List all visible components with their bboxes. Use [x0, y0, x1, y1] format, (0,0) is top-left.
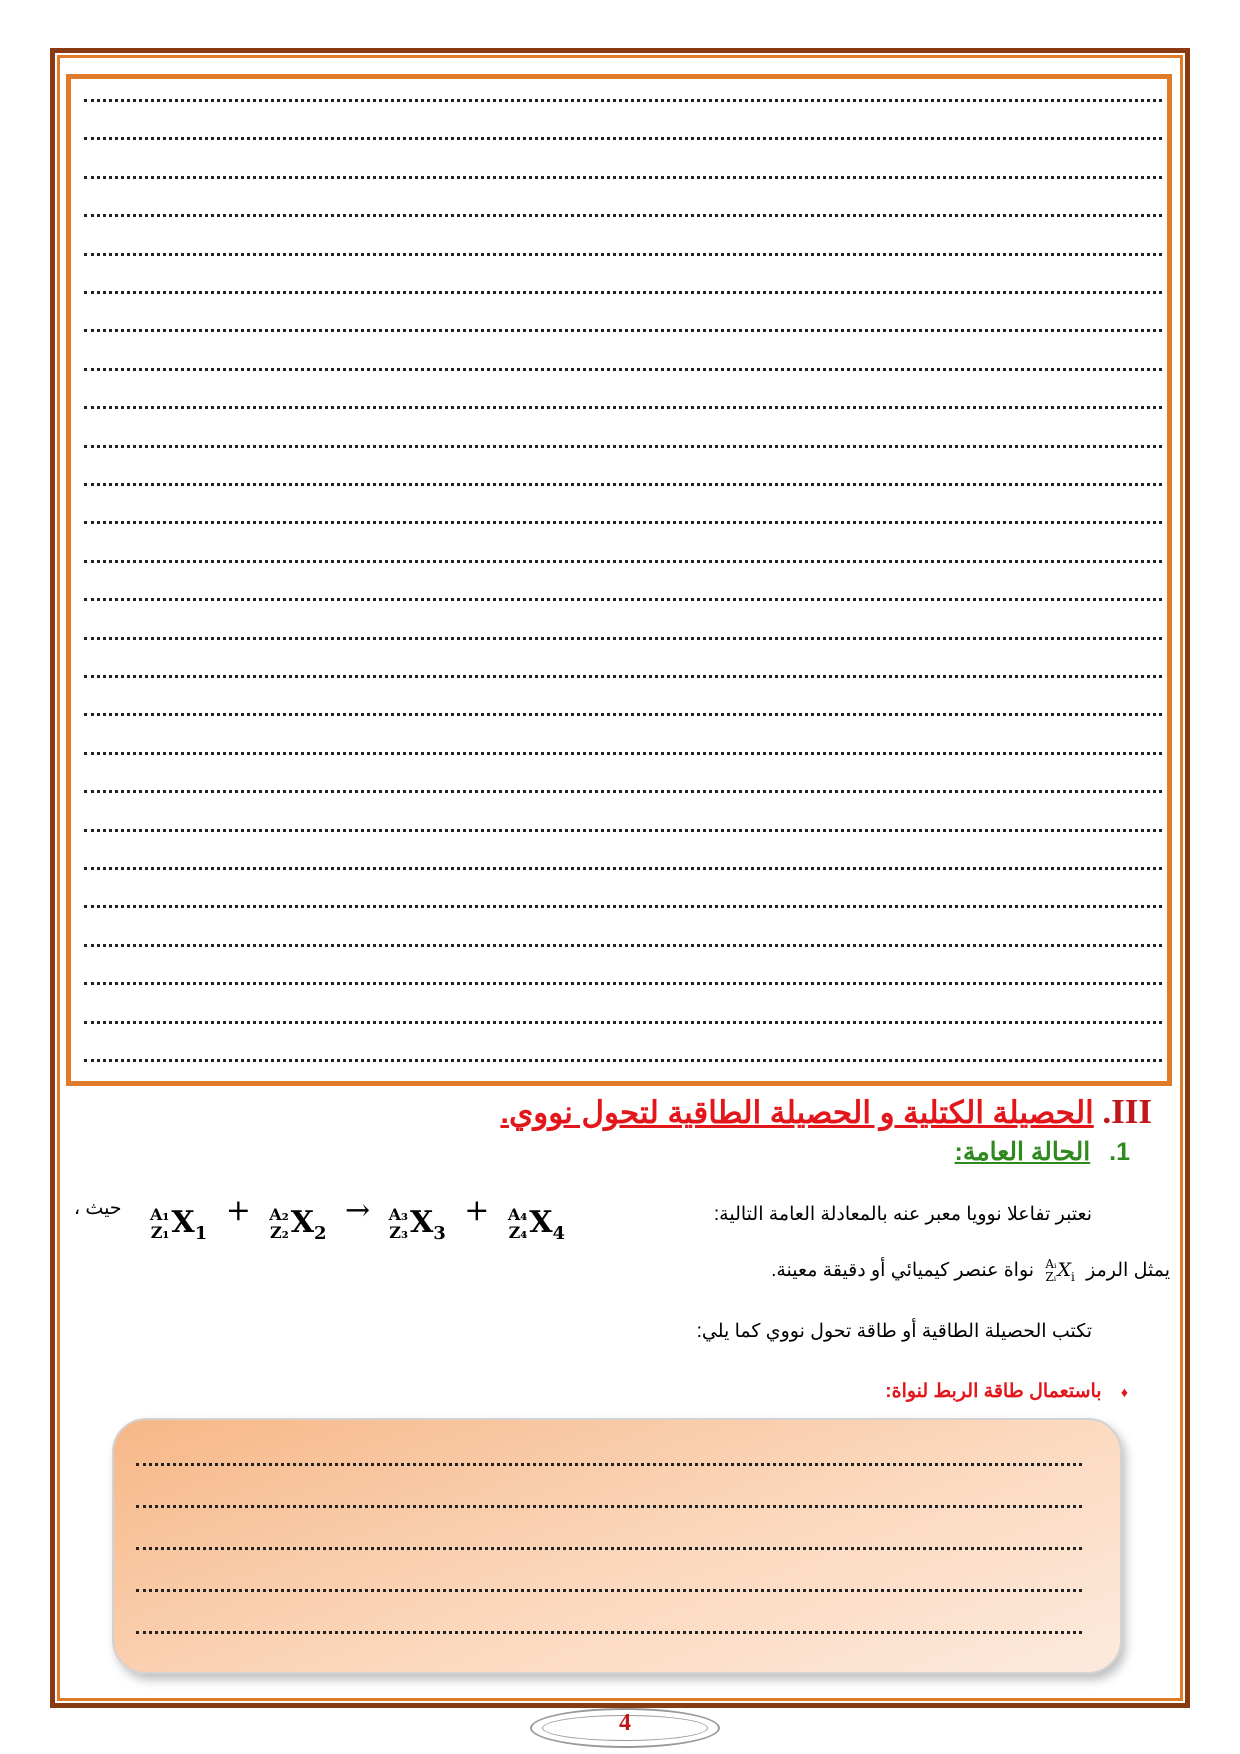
dotted-line: [84, 943, 1162, 947]
dotted-line: [84, 98, 1162, 102]
dotted-line: [84, 674, 1162, 678]
energy-balance-paragraph: تكتب الحصيلة الطاقية أو طاقة تحول نووي كما يلي:: [696, 1321, 1092, 1342]
dotted-line: [136, 1588, 1082, 1592]
dotted-line: [84, 1020, 1162, 1024]
nucleus-2: A₂ Z₂ $X_2$: [269, 1204, 327, 1244]
diamond-icon: ♦: [1120, 1384, 1128, 1400]
dotted-line: [84, 520, 1162, 524]
notes-box: [66, 74, 1172, 1086]
nucleus-4: A₄ Z₄ $X_4$: [507, 1204, 566, 1244]
subsection-title: الحالة العامة:: [954, 1138, 1091, 1166]
dotted-line: [84, 636, 1162, 640]
dotted-line: [84, 904, 1162, 908]
intro-paragraph: نعتبر تفاعلا نوويا معبر عنه بالمعادلة العامة التالية:: [713, 1204, 1092, 1225]
answer-box: [112, 1418, 1122, 1674]
symbol-prefix: يمثل الرمز: [1086, 1260, 1170, 1282]
dotted-line: [84, 751, 1162, 755]
dotted-line: [136, 1630, 1082, 1634]
dotted-line: [84, 136, 1162, 140]
dotted-line: [84, 175, 1162, 179]
hayth-text: ، حيث: [74, 1198, 122, 1219]
dotted-line: [84, 597, 1162, 601]
dotted-line: [84, 712, 1162, 716]
dotted-line: [84, 328, 1162, 332]
dotted-line: [84, 213, 1162, 217]
dotted-line: [84, 444, 1162, 448]
symbol-suffix: نواة عنصر كيميائي أو دقيقة معينة.: [771, 1260, 1035, 1282]
dotted-line: [84, 1058, 1162, 1062]
bullet-binding-energy: [885, 1380, 1128, 1403]
dotted-line: [84, 482, 1162, 486]
symbol-paragraph: [771, 1258, 1170, 1284]
dotted-line: [84, 405, 1162, 409]
dotted-line: [84, 252, 1162, 256]
dotted-line: [84, 828, 1162, 832]
dotted-line: [84, 981, 1162, 985]
subsection-number: 1.: [1109, 1138, 1130, 1166]
plus-sign: +: [225, 1193, 251, 1228]
page-number: 4: [619, 1710, 631, 1736]
arrow-icon: →: [344, 1193, 371, 1228]
dotted-line: [136, 1462, 1082, 1466]
nucleus-1: A₁ Z₁ $X_1$: [150, 1204, 208, 1244]
dotted-line: [136, 1504, 1082, 1508]
dotted-line: [84, 789, 1162, 793]
dotted-line: [136, 1546, 1082, 1550]
dotted-line: [84, 367, 1162, 371]
section-number: III.: [1102, 1092, 1152, 1131]
nucleus-3: A₃ Z₃ $X_3$: [388, 1204, 446, 1244]
section-heading: [500, 1092, 1152, 1132]
dotted-line: [84, 559, 1162, 563]
dotted-line: [84, 290, 1162, 294]
nuclear-reaction-equation: [74, 1193, 566, 1244]
bullet-label: باستعمال طاقة الربط لنواة:: [885, 1381, 1102, 1402]
subsection-heading: [955, 1137, 1130, 1167]
plus-sign: +: [464, 1193, 490, 1228]
section-title: الحصيلة الكتلية و الحصيلة الطاقية لتحول نووي.: [500, 1095, 1094, 1130]
nucleus-symbol: Aᵢ Zᵢ $X_i$: [1045, 1257, 1075, 1284]
dotted-line: [84, 866, 1162, 870]
